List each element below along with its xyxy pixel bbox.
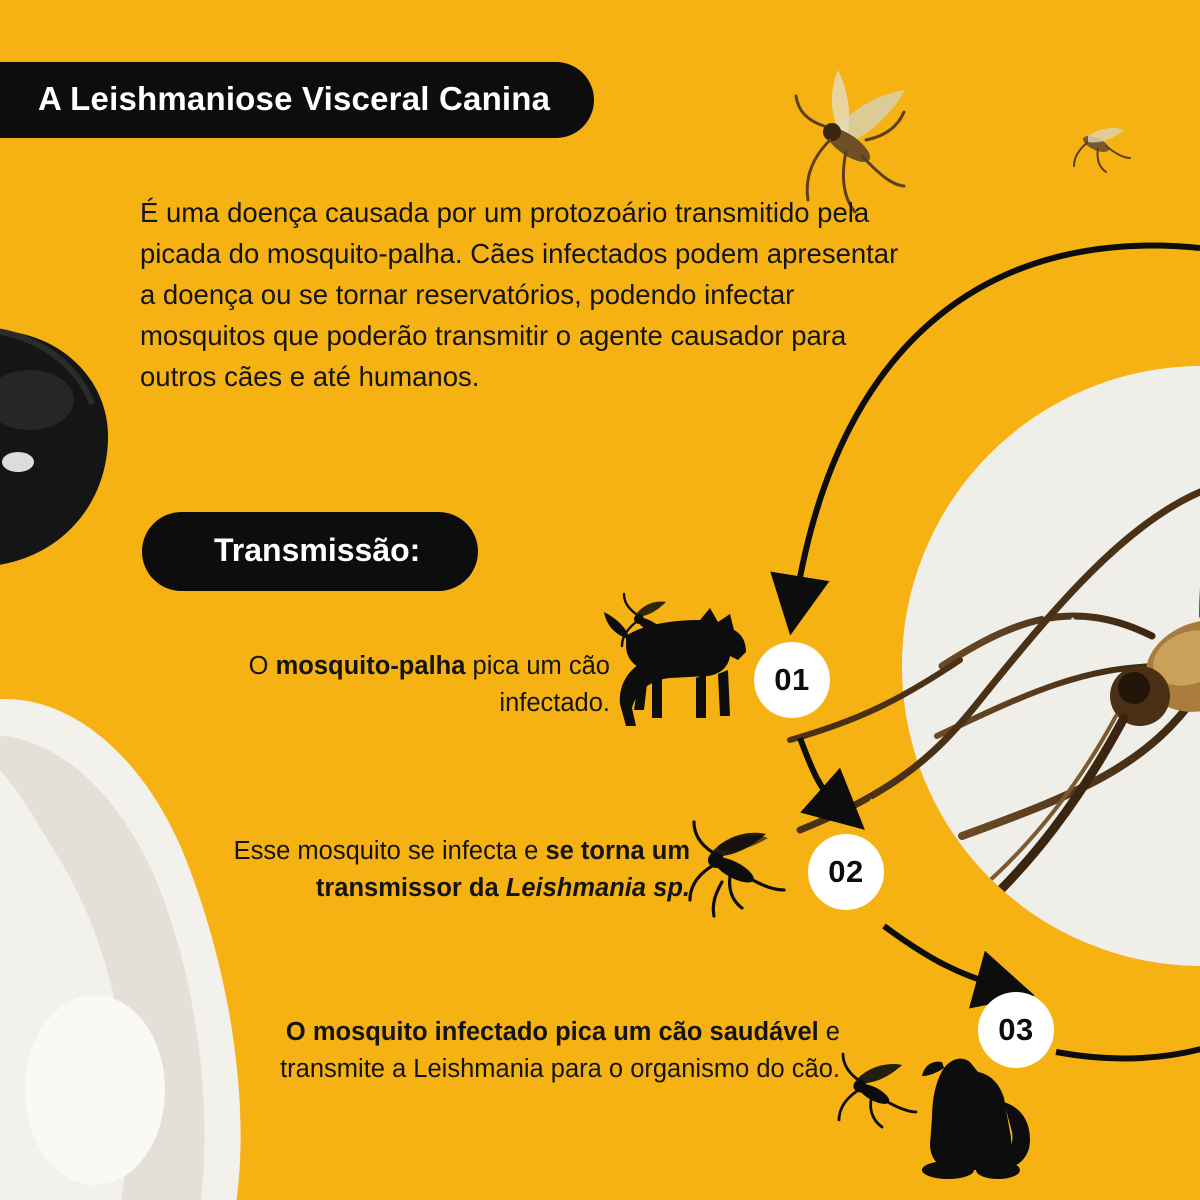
step-1-part-2: mosquito-palha [275, 652, 466, 680]
page-title: A Leishmaniose Visceral Canina [0, 62, 594, 138]
arrow-from-step-03 [1056, 1048, 1200, 1058]
step-badge-03: 03 [978, 992, 1054, 1068]
step-badge-01: 01 [754, 642, 830, 718]
intro-paragraph: É uma doença causada por um protozoário transmitido pela picada do mosquito-palha. Cães infectados podem apresentar a doença ou se tornar reservatórios, podendo infectar mosquitos que poderão transmitir o agente causador para outros cães e até humanos. [140, 197, 899, 392]
step-1-part-1: O [248, 652, 276, 680]
arrow-to-step-02 [800, 738, 838, 806]
transmission-heading: Transmissão: [142, 512, 478, 591]
step-2-part-1: Esse mosquito se infecta e [233, 837, 546, 865]
step-badge-02: 02 [808, 834, 884, 910]
step-2-part-3: Leishmania sp. [505, 874, 690, 902]
arrow-to-step-03 [884, 926, 1000, 986]
step-3-part-2: e transmite a Leishmania para o organismo do cão. [280, 1018, 840, 1083]
step-3-part-1: O mosquito infectado pica um cão saudável [285, 1018, 819, 1046]
arrow-to-step-01 [796, 246, 1200, 600]
step-2-part-2: se torna um transmissor da [315, 837, 690, 902]
step-1-part-3: pica um cão infectado. [465, 652, 610, 717]
